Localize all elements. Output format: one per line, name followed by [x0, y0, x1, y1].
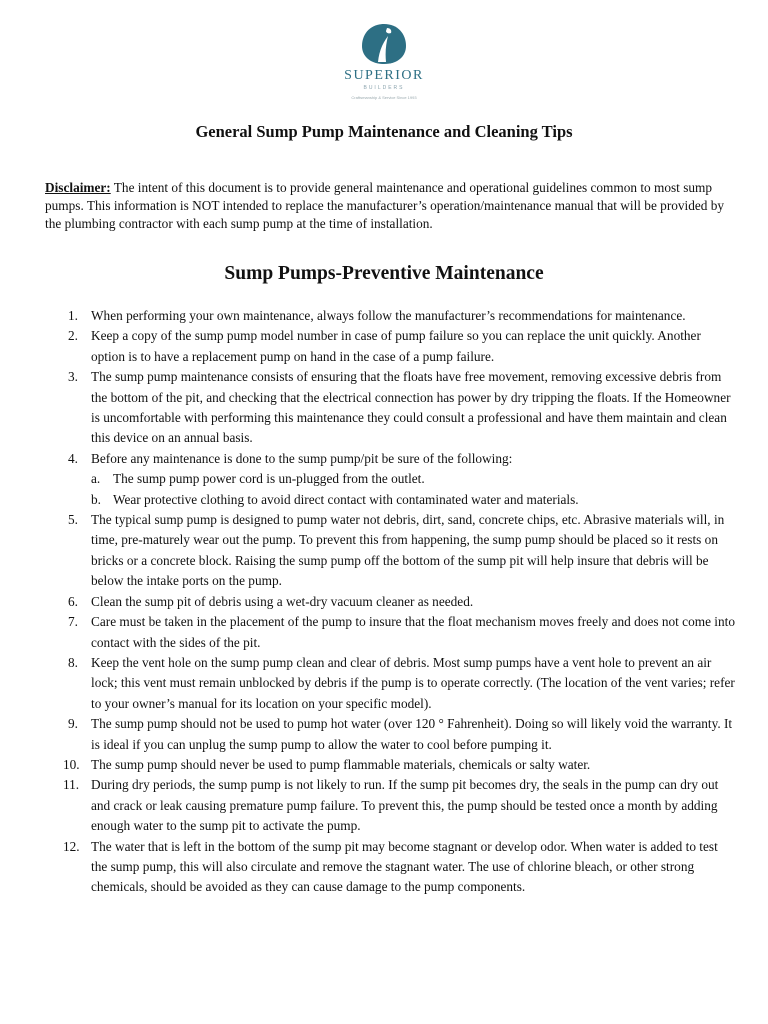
- maintenance-step: [45, 714, 735, 755]
- step-text: The sump pump should not be used to pump hot water (over 120 ° Fahrenheit). Doing so will likely void the warranty. It is ideal if you can unplug the sump pump to allow the water to cool before pumping it.: [91, 716, 733, 752]
- step-text: When performing your own maintenance, always follow the manufacturer’s recommendations for maintenance.: [91, 308, 686, 323]
- step-number: 7.: [68, 614, 78, 630]
- substep-text: The sump pump power cord is un-plugged from the outlet.: [113, 471, 425, 487]
- logo-subname: BUILDERS: [363, 85, 405, 91]
- maintenance-step: [45, 306, 735, 326]
- maintenance-step: [45, 775, 735, 836]
- step-text: The water that is left in the bottom of the sump pit may become stagnant or develop odor. When water is added to test the sump pump, this will also circulate and remove the stagnant water. The use of chlorine bleach, or other strong chemicals, should be avoided as they can cause damage to the pump components.: [91, 838, 718, 895]
- disclaimer-paragraph: [45, 179, 735, 233]
- document-title: General Sump Pump Maintenance and Cleaning Tips: [195, 122, 573, 141]
- maintenance-step: [45, 837, 735, 898]
- step-number: 2.: [68, 328, 78, 344]
- substep: [91, 490, 735, 510]
- step-text: The sump pump should never be used to pump flammable materials, chemicals or salty water.: [91, 756, 591, 772]
- disclaimer-text: The intent of this document is to provide general maintenance and operational guidelines common to most sump pumps. This information is NOT intended to replace the manufacturer’s operation/maintenance manual that will be provided by the plumbing contractor with each sump pump at the time of installation.: [45, 180, 725, 231]
- step-text: Before any maintenance is done to the sump pump/pit be sure of the following:: [91, 450, 513, 466]
- logo-tagline: Craftsmanship & Service Since 1993: [351, 95, 417, 100]
- step-text: Keep a copy of the sump pump model number in case of pump failure so you can replace the unit quickly. Another option is to have a replacement pump on hand in the case of a pump failure.: [91, 328, 701, 364]
- step-number: 1.: [68, 308, 78, 323]
- maintenance-step: [45, 326, 735, 367]
- step-number: 4.: [68, 450, 78, 466]
- step-number: 10.: [63, 756, 80, 772]
- maintenance-step: [45, 612, 735, 653]
- maintenance-step: [45, 755, 735, 775]
- substep-text: Wear protective clothing to avoid direct contact with contaminated water and materials.: [113, 491, 579, 507]
- step-text: Keep the vent hole on the sump pump clean and clear of debris. Most sump pumps have a vent hole to prevent an air lock; this vent must remain unblocked by debris if the pump is to operate correctly. (The location of the vent varies; refer to your owner’s manual for its location on your specific model).: [91, 654, 735, 711]
- step-text: Clean the sump pit of debris using a wet-dry vacuum cleaner as needed.: [91, 593, 474, 609]
- logo-name: SUPERIOR: [344, 68, 424, 83]
- step-text: The typical sump pump is designed to pump water not debris, dirt, sand, concrete chips, etc. Abrasive materials will, in time, pre-maturely wear out the pump. To prevent this from happening, the sump pump should be placed so it rests on bricks or a concrete block. Raising the sump pump off the bottom of the sump pit will help insure that debris will be below the intake ports on the pump.: [91, 512, 725, 589]
- step-number: 11.: [63, 777, 80, 793]
- step-text: During dry periods, the sump pump is not likely to run. If the sump pit becomes dry, the seals in the pump can dry out and crack or leak causing premature pump failure. To prevent this, the pump should be tested once a month by adding enough water to the sump pit to activate the pump.: [91, 777, 719, 834]
- section-title: Sump Pumps-Preventive Maintenance: [224, 263, 544, 284]
- step-text: The sump pump maintenance consists of ensuring that the floats have free movement, removing excessive debris from the bottom of the pit, and checking that the electrical connection has power by dry tripping the floats. If the Homeowner is uncomfortable with performing this maintenance they could consult a professional and have them maintain and clean this device on an annual basis.: [91, 369, 731, 446]
- step-number: 12.: [63, 838, 80, 854]
- substep-letter: b.: [91, 491, 101, 507]
- step-number: 3.: [68, 369, 78, 385]
- step-text: Care must be taken in the placement of the pump to insure that the float mechanism moves freely and does not come into contact with the sides of the pit.: [91, 614, 735, 650]
- company-logo: [0, 22, 768, 100]
- maintenance-step: [45, 367, 735, 449]
- maintenance-steps-list: [45, 306, 735, 898]
- step-number: 6.: [68, 593, 78, 609]
- substep-list: [91, 469, 735, 510]
- substep: [91, 469, 735, 489]
- disclaimer-label: Disclaimer:: [45, 180, 111, 195]
- step-number: 9.: [68, 716, 78, 732]
- step-number: 8.: [68, 654, 78, 670]
- logo-emblem-icon: [356, 22, 412, 66]
- maintenance-step: [45, 653, 735, 714]
- substep-letter: a.: [91, 471, 101, 487]
- maintenance-step: [45, 449, 735, 510]
- maintenance-step: [45, 592, 735, 612]
- maintenance-step: [45, 510, 735, 592]
- step-number: 5.: [68, 512, 78, 528]
